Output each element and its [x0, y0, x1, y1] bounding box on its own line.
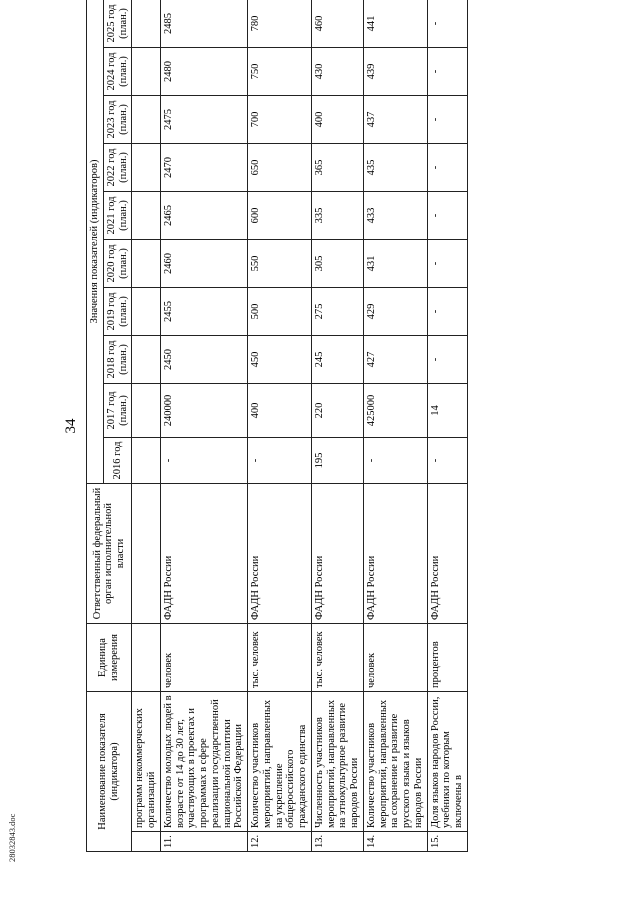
indicators-table	[86, 0, 468, 852]
header-unit: Единица измерения	[87, 623, 132, 691]
indicator-unit: процентов	[427, 623, 467, 691]
indicator-value: 2485	[160, 0, 247, 47]
indicator-value: 240000	[160, 383, 247, 437]
table-row	[248, 0, 312, 852]
indicator-value: 2470	[160, 143, 247, 191]
header-year: 2023 год (план.)	[103, 95, 132, 143]
row-number: 13.	[311, 832, 363, 852]
header-year: 2024 год (план.)	[103, 47, 132, 95]
indicator-value: 2480	[160, 47, 247, 95]
indicator-name: Количество молодых людей в возрасте от 14 до 30 лет, участвующих в проектах и программах в сфере реализации государственной национальной политики Российской Федерации	[160, 691, 247, 831]
footer-docname: 28032843.doc	[7, 813, 17, 862]
indicator-value: 400	[248, 383, 312, 437]
indicator-value: 245	[311, 335, 363, 383]
indicator-value: 2450	[160, 335, 247, 383]
indicator-value: 335	[311, 191, 363, 239]
indicator-value: 14	[427, 383, 467, 437]
indicator-value: 430	[311, 47, 363, 95]
header-values-group: Значения показателей (индикаторов)	[87, 0, 104, 483]
page-number: 34	[63, 418, 79, 434]
indicator-value: 460	[311, 0, 363, 47]
indicator-value: 429	[363, 287, 427, 335]
indicator-value: -	[427, 287, 467, 335]
indicator-value: 431	[363, 239, 427, 287]
table-row	[427, 0, 467, 852]
indicator-value: 2475	[160, 95, 247, 143]
row-number: 11.	[160, 832, 247, 852]
continuation-row	[132, 0, 161, 852]
indicator-value: 220	[311, 383, 363, 437]
indicator-value: 650	[248, 143, 312, 191]
indicator-value: 365	[311, 143, 363, 191]
indicator-value: 437	[363, 95, 427, 143]
indicator-value: 500	[248, 287, 312, 335]
table-row	[363, 0, 427, 852]
table-row	[311, 0, 363, 852]
indicator-value: 425000	[363, 383, 427, 437]
indicator-value: 275	[311, 287, 363, 335]
header-year: 2022 год (план.)	[103, 143, 132, 191]
row-number: 14.	[363, 832, 427, 852]
header-year: 2016 год	[103, 437, 132, 483]
indicator-value: -	[160, 437, 247, 483]
table-row	[160, 0, 247, 852]
indicator-value: 433	[363, 191, 427, 239]
indicator-value: -	[248, 437, 312, 483]
indicator-unit: тыс. человек	[311, 623, 363, 691]
row-number: 12.	[248, 832, 312, 852]
indicator-name: Численность участников мероприятий, направленных на этнокультурное развитие народов России	[311, 691, 363, 831]
indicator-value: -	[427, 239, 467, 287]
indicator-value: 195	[311, 437, 363, 483]
header-year: 2017 год (план.)	[103, 383, 132, 437]
header-year: 2021 год (план.)	[103, 191, 132, 239]
responsible-agency: ФАДН России	[363, 483, 427, 623]
indicator-value: 441	[363, 0, 427, 47]
row-number: 15.	[427, 832, 467, 852]
indicator-unit: человек	[363, 623, 427, 691]
indicator-value: 439	[363, 47, 427, 95]
indicator-value: 2465	[160, 191, 247, 239]
indicator-unit: тыс. человек	[248, 623, 312, 691]
indicator-value: -	[427, 437, 467, 483]
indicator-value: 750	[248, 47, 312, 95]
rotated-page	[60, 0, 590, 852]
responsible-agency: ФАДН России	[160, 483, 247, 623]
responsible-agency: ФАДН России	[427, 483, 467, 623]
indicator-name: Количество участников мероприятий, направленных на сохранение и развитие русского языка и языков народов России	[363, 691, 427, 831]
indicator-value: -	[427, 335, 467, 383]
header-agency: Ответственный федеральный орган исполнительной власти	[87, 483, 132, 623]
indicator-value: -	[363, 437, 427, 483]
indicator-value: -	[427, 191, 467, 239]
indicator-value: -	[427, 143, 467, 191]
responsible-agency: ФАДН России	[248, 483, 312, 623]
indicator-value: 450	[248, 335, 312, 383]
indicator-value: 400	[311, 95, 363, 143]
indicator-value: 427	[363, 335, 427, 383]
header-name: Наименование показателя (индикатора)	[87, 691, 132, 851]
indicator-value: 2455	[160, 287, 247, 335]
indicator-unit: человек	[160, 623, 247, 691]
indicator-value: 305	[311, 239, 363, 287]
indicator-value: 700	[248, 95, 312, 143]
header-year: 2025 год (план.)	[103, 0, 132, 47]
indicator-value: 435	[363, 143, 427, 191]
indicator-value: -	[427, 95, 467, 143]
indicator-value: -	[427, 47, 467, 95]
indicator-name: Количество участников мероприятий, направленных на укрепление общероссийского гражданского единства	[248, 691, 312, 831]
header-year: 2020 год (план.)	[103, 239, 132, 287]
header-year: 2018 год (план.)	[103, 335, 132, 383]
indicator-value: -	[427, 0, 467, 47]
continuation-text: программ некоммерческих организаций	[132, 691, 161, 831]
indicator-value: 600	[248, 191, 312, 239]
indicator-name: Доля языков народов России, учебники по которым включены в	[427, 691, 467, 831]
indicator-value: 780	[248, 0, 312, 47]
indicator-value: 2460	[160, 239, 247, 287]
indicator-value: 550	[248, 239, 312, 287]
responsible-agency: ФАДН России	[311, 483, 363, 623]
header-year: 2019 год (план.)	[103, 287, 132, 335]
